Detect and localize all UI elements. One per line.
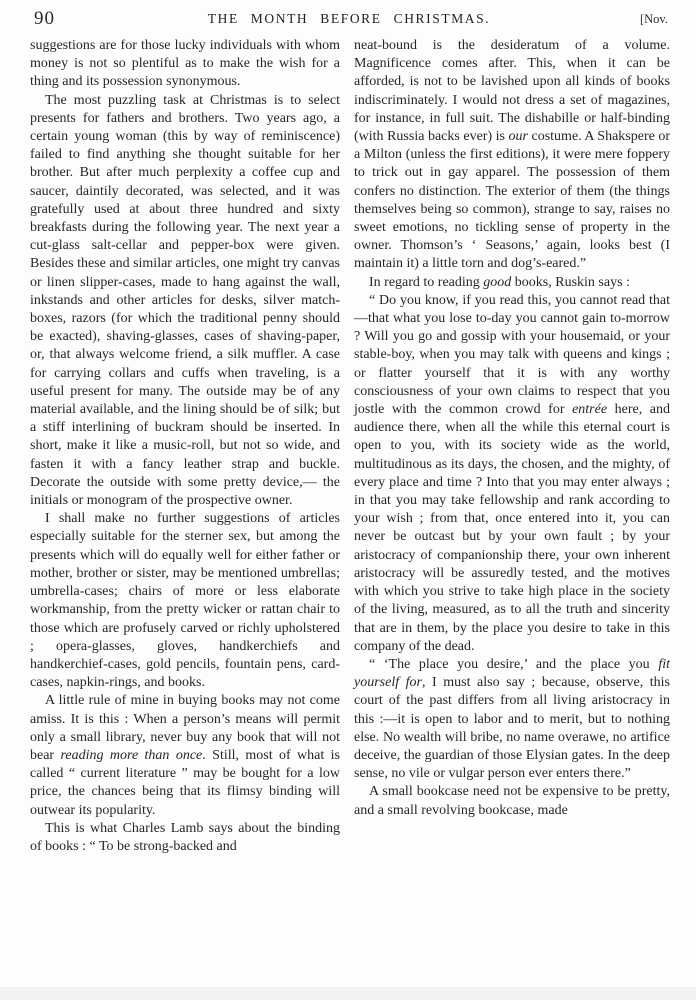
body-text: . Still, most of what is called “ current literature ” may be bought for a low price, the chances being that its flimsy binding will outwear its popularity. <box>30 747 340 818</box>
paragraph <box>30 820 340 856</box>
body-text: This is what Charles Lamb says about the binding of books : “ To be strong-backed and <box>30 820 340 854</box>
body-text: In regard to reading <box>369 274 484 290</box>
body-text: here, and audience there, when all the while this eternal court is open to you, with its society wide as the world, multitudinous as its days, the chosen, and the mighty, of every place and time ? Into that you may enter always ; in that you may take fellowship and rank according to your wish ; from that, once entered into it, you can never be outcast but by your own fault ; by your aristocracy of companionship there, your own inherent aristocracy will be assuredly tested, and the motives with which you strive to take high place in the society of the living, measured, as to all the truth and sincerity that are in them, by the place you desire to take in this company of the dead. <box>354 402 670 654</box>
italic-text: reading more than once <box>60 747 203 763</box>
article-body <box>30 37 670 856</box>
paragraph <box>354 37 670 274</box>
paragraph <box>30 692 340 819</box>
body-text: The most puzzling task at Christmas is to select presents for fathers and brothers. Two years ago, a certain young woman (this by way of reminiscence) failed to find anything she thought suitable for her brother. But after much perplexity a coffee cup and saucer, daintily decorated, was selected, and it was gratefully used at about three hundred and sixty breakfasts during the following year. The next year a cut-glass salt-cellar and pepper-box were given. Besides these and similar articles, one might try canvas or linen slipper-cases, made to hang against the wall, inkstands and other articles for desks, silver match-boxes, razors (for which the traditional penny should be exacted), shaving-glasses, cases of shaving-paper, or, that always welcome friend, a silk muffler. A case for carrying collars and cuffs when traveling, is a useful present for many. The outside may be of any material available, and the lining should be of silk; but a stiff interlining of buckram should be inserted. In short, make it like a music-roll, but not so wide, and fasten it with a fancy leather strap and buckle. Decorate the outside with some pretty device,— the initials or monogram of the prospective owner. <box>30 92 340 509</box>
body-text: “ Do you know, if you read this, you cannot read that—that what you lose to-day you cannot gain to-morrow ? Will you go and gossip with your housemaid, or your stable-boy, when you may talk with queens and kings ; or flatter yourself that it is with any worthy consciousness of your own claims to respect that you jostle with the common crowd for <box>354 292 670 418</box>
italic-text: entrée <box>572 402 608 418</box>
running-header <box>30 8 668 32</box>
body-text: A little rule of mine in buying books may not come amiss. It is this : When a person’s means will permit only a small library, never buy any book that will not bear <box>30 693 340 763</box>
italic-text: fit yourself for <box>354 656 670 691</box>
body-text: suggestions are for those lucky individuals with whom money is not so plentiful as to make the wish for a thing and its possession synonymous. <box>30 38 340 90</box>
column-right <box>354 37 670 856</box>
paragraph <box>30 37 340 92</box>
page-number: 90 <box>34 8 55 29</box>
body-text: , I must also say ; because, observe, this court of the past differs from all living aristocracy in this :—it is open to labor and to merit, but to nothing else. No wealth will bribe, no name overawe, no artifice deceive, the guardian of those Elysian gates. In the deep sense, no vile or vulgar person ever enters there.” <box>354 675 670 782</box>
italic-text: our <box>508 129 528 145</box>
scan-edge-shadow <box>0 987 696 1000</box>
body-text: A small bookcase need not be expensive to be pretty, and a small revolving bookcase, made <box>354 784 670 818</box>
body-text: books, Ruskin says : <box>511 274 630 290</box>
body-text: “ ‘The place you desire,’ and the place you <box>369 656 659 672</box>
paragraph <box>354 274 670 292</box>
body-text: costume. A Shakspere or a Milton (unless the first editions), it were mere foppery to trick out in gay apparel. The possession of them confers no distinction. The exterior of them (the things themselves being so common), strange to say, raises no sweet emotions, no tickling sense of property in the owner. Thomson’s ‘ Seasons,’ again, looks best (I maintain it) a little torn and dog’s-eared.” <box>354 129 671 272</box>
paragraph <box>30 92 340 511</box>
paragraph <box>354 783 670 819</box>
italic-text: good <box>483 274 512 290</box>
body-text: I shall make no further suggestions of articles especially suitable for the sterner sex, but among the presents which will do equally well for either father or mother, brother or sister, may be mentioned umbrellas; umbrella-cases; chairs of more or less elaborate workmanship, from the pretty wicker or rattan chair to those which are profusely carved or richly upholstered ; opera-glasses, gloves, handkerchiefs and handkerchief-cases, gold pencils, fountain pens, card-cases, napkin-rings, and books. <box>30 511 340 691</box>
paragraph <box>30 510 340 692</box>
body-text: neat-bound is the desideratum of a volume. Magnificence comes after. This, when it can be afforded, is not to be lavished upon all kinds of books indiscriminately. I would not dress a set of magazines, for instance, in full suit. The dishabille or half-binding (with Russia backs ever) is <box>354 38 670 145</box>
issue-label: [Nov. <box>639 12 668 26</box>
paragraph <box>354 656 670 783</box>
running-title: THE MONTH BEFORE CHRISTMAS. <box>207 11 491 26</box>
paragraph <box>354 292 670 656</box>
column-left <box>30 37 340 856</box>
